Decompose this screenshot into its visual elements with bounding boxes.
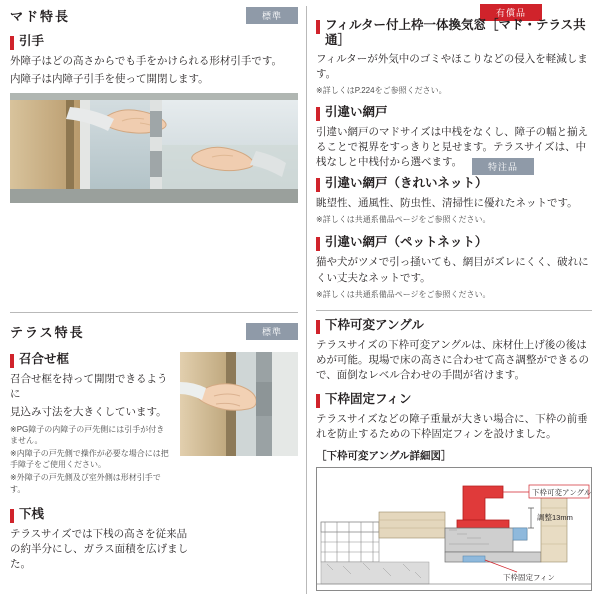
figure-label-2: 下枠固定フィン	[503, 573, 555, 583]
hikite-photo	[10, 93, 298, 203]
amido-heading: 引違い網戸	[325, 104, 388, 119]
kireinet-heading: 引違い網戸（きれいネット）	[325, 176, 488, 190]
red-bar-icon	[316, 20, 320, 34]
mado-section-header	[10, 6, 298, 25]
meshiawase-heading: 召合せ框	[19, 352, 70, 366]
figure-caption: ［下枠可変アングル詳細図］	[316, 450, 452, 463]
hikite-photo-illustration	[10, 93, 298, 203]
red-bar-icon	[316, 178, 320, 192]
shitazan-block	[10, 507, 298, 573]
petnet-heading: 引違い網戸（ペットネット）	[325, 235, 488, 250]
meshiawase-text	[10, 352, 172, 497]
red-bar-icon	[316, 394, 320, 408]
red-bar-icon	[10, 36, 14, 50]
right-bottom-content	[316, 318, 592, 591]
terasu-standard-badge: 標準	[246, 323, 298, 340]
meshiawase-body-1: 召合せ框を持って開閉できるように	[10, 373, 168, 401]
right-top-content	[316, 18, 592, 173]
kahen-angle-body: テラスサイズの下枠可変アングルは、床材仕上げ後の後はめが可能。現場で床の高さに合わせて高さ調整ができるので、面倒なレベル合わせの手間が省けます。	[316, 339, 589, 382]
petnet-heading-row	[316, 235, 592, 251]
mado-standard-badge: 標準	[246, 7, 298, 24]
red-bar-icon	[316, 107, 320, 121]
meshiawase-photo-illustration	[180, 352, 298, 456]
kahen-angle-heading: 下枠可変アングル	[325, 318, 424, 332]
left-horizontal-divider	[10, 312, 298, 313]
petnet-note: ※詳しくは共通系備品ページをご参照ください。	[316, 289, 491, 299]
terasu-content	[10, 352, 298, 575]
figure-label-0: 下枠可変アングル	[532, 488, 591, 498]
red-bar-icon	[316, 237, 320, 251]
hikite-heading-row	[10, 34, 298, 50]
terasu-section-header	[10, 322, 298, 341]
amido-heading-row	[316, 105, 592, 121]
kotei-fin-heading: 下枠固定フィン	[325, 391, 412, 406]
red-bar-icon	[10, 509, 14, 523]
hikite-body-line-2: 内障子は内障子引手を使って開閉します。	[10, 73, 209, 86]
meshiawase-row	[10, 352, 298, 497]
shitazan-heading: 下桟	[19, 506, 45, 521]
meshiawase-note-2: ※内障子の戸先側で操作が必要な場合には把手障子をご使用ください。	[10, 449, 169, 470]
tokuchu-badge: 特注品	[472, 158, 534, 175]
shitazan-heading-row	[10, 507, 298, 523]
meshiawase-note-1: ※PG障子の内障子の戸先側には引手が付きません。	[10, 424, 165, 445]
hikite-heading: 引手	[19, 34, 45, 48]
kankisou-heading: フィルター付上枠一体換気窓［マド・テラス共通］	[325, 18, 586, 47]
mado-content	[10, 34, 298, 203]
meshiawase-body-2: 見込み寸法を大きくしています。	[10, 406, 167, 419]
hikite-body-line-1: 外障子はどの高さからでも手をかけられる形材引手です。	[10, 55, 283, 67]
right-horizontal-divider	[316, 310, 592, 311]
petnet-body: 猫や犬がツメで引っ掻いても、網目がズレにくく、破れにくい丈夫なネットです。	[316, 256, 589, 284]
mado-section-title: マド特長	[10, 9, 71, 24]
yusho-badge: 有償品	[480, 4, 542, 21]
amido-body: 引違い網戸のマドサイズは中桟をなくし、障子の幅と揃えることで視界をすっきりと見せます。テラスサイズは、中桟なしと中桟付から選べます。	[316, 125, 589, 169]
terasu-section-title: テラス特長	[10, 325, 85, 340]
kireinet-note: ※詳しくは共通系備品ページをご参照ください。	[316, 215, 491, 225]
kahen-angle-heading-row	[316, 318, 592, 334]
kankisou-body: フィルターが外気中のゴミやほこりなどの侵入を軽減します。	[316, 53, 588, 81]
red-bar-icon	[10, 354, 14, 368]
kahen-angle-diagram	[317, 468, 591, 590]
kireinet-heading-row	[316, 176, 592, 192]
kotei-fin-heading-row	[316, 392, 592, 408]
red-bar-icon	[316, 320, 320, 334]
meshiawase-photo	[180, 352, 298, 456]
kireinet-body: 眺望性、通風性、防虫性、清掃性に優れたネットです。	[316, 197, 578, 209]
kankisou-heading-row	[316, 18, 592, 48]
vertical-divider	[306, 6, 307, 594]
meshiawase-heading-row	[10, 352, 172, 368]
kankisou-note: ※詳しくはP.224をご参照ください。	[316, 86, 447, 96]
kahen-angle-figure	[316, 467, 592, 591]
meshiawase-note-3: ※外障子の戸先側及び室外側は形材引手です。	[10, 473, 161, 494]
shitazan-body: テラスサイズでは下桟の高さを従来品の約半分にし、ガラス面積を広げました。	[10, 527, 189, 571]
right-special-content	[316, 176, 592, 302]
kotei-fin-body: テラスサイズなどの障子重量が大きい場合に、下枠の前垂れを防止するための下枠固定フィンを設けました。	[316, 412, 588, 440]
figure-label-1: 調整13mm	[537, 513, 573, 523]
